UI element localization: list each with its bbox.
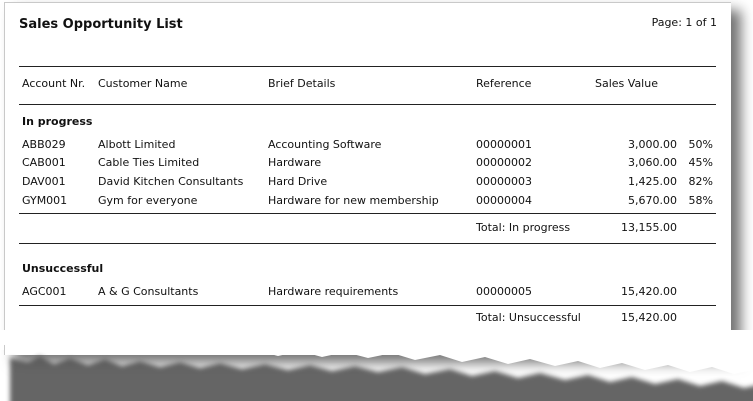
report-title: Sales Opportunity List	[19, 17, 183, 32]
row-reference: 00000001	[476, 138, 532, 151]
row-reference: 00000002	[476, 156, 532, 169]
header-rule-top	[19, 66, 716, 67]
row-sales-value: 5,670.00	[628, 194, 677, 207]
group-total-label: Total: In progress	[476, 221, 571, 234]
group-heading-unsuccessful: Unsuccessful	[22, 262, 104, 275]
row-customer: Albott Limited	[98, 138, 176, 151]
group-heading-in-progress: In progress	[22, 115, 93, 128]
column-header-sales-value: Sales Value	[595, 77, 658, 90]
report-page	[4, 2, 731, 355]
row-details: Hardware for new membership	[268, 194, 439, 207]
row-percent: 45%	[688, 156, 713, 169]
page-indicator: Page: 1 of 1	[651, 16, 717, 29]
row-account: CAB001	[22, 156, 66, 169]
group-total-rule	[19, 305, 716, 306]
row-details: Accounting Software	[268, 138, 382, 151]
torn-paper-edge	[0, 330, 753, 401]
row-account: DAV001	[22, 175, 66, 188]
row-customer: Gym for everyone	[98, 194, 198, 207]
column-header-reference: Reference	[476, 77, 532, 90]
row-details: Hardware requirements	[268, 285, 399, 298]
row-customer: A & G Consultants	[98, 285, 199, 298]
column-header-customer: Customer Name	[98, 77, 188, 90]
row-customer: Cable Ties Limited	[98, 156, 200, 169]
column-header-details: Brief Details	[268, 77, 336, 90]
row-account: ABB029	[22, 138, 66, 151]
row-reference: 00000003	[476, 175, 532, 188]
column-header-account: Account Nr.	[22, 77, 86, 90]
row-account: AGC001	[22, 285, 67, 298]
row-customer: David Kitchen Consultants	[98, 175, 244, 188]
row-percent: 58%	[688, 194, 713, 207]
row-sales-value: 15,420.00	[621, 285, 677, 298]
row-sales-value: 3,060.00	[628, 156, 677, 169]
group-total-label: Total: Unsuccessful	[476, 311, 581, 324]
group-total-rule	[19, 213, 716, 214]
row-sales-value: 1,425.00	[628, 175, 677, 188]
group-total-value: 13,155.00	[621, 221, 677, 234]
group-total-value: 15,420.00	[621, 311, 677, 324]
row-details: Hardware	[268, 156, 322, 169]
row-reference: 00000005	[476, 285, 532, 298]
group-end-rule	[19, 243, 716, 244]
row-sales-value: 3,000.00	[628, 138, 677, 151]
header-rule-bottom	[19, 104, 716, 105]
row-percent: 50%	[688, 138, 713, 151]
row-percent: 82%	[688, 175, 713, 188]
row-reference: 00000004	[476, 194, 532, 207]
row-account: GYM001	[22, 194, 68, 207]
row-details: Hard Drive	[268, 175, 328, 188]
